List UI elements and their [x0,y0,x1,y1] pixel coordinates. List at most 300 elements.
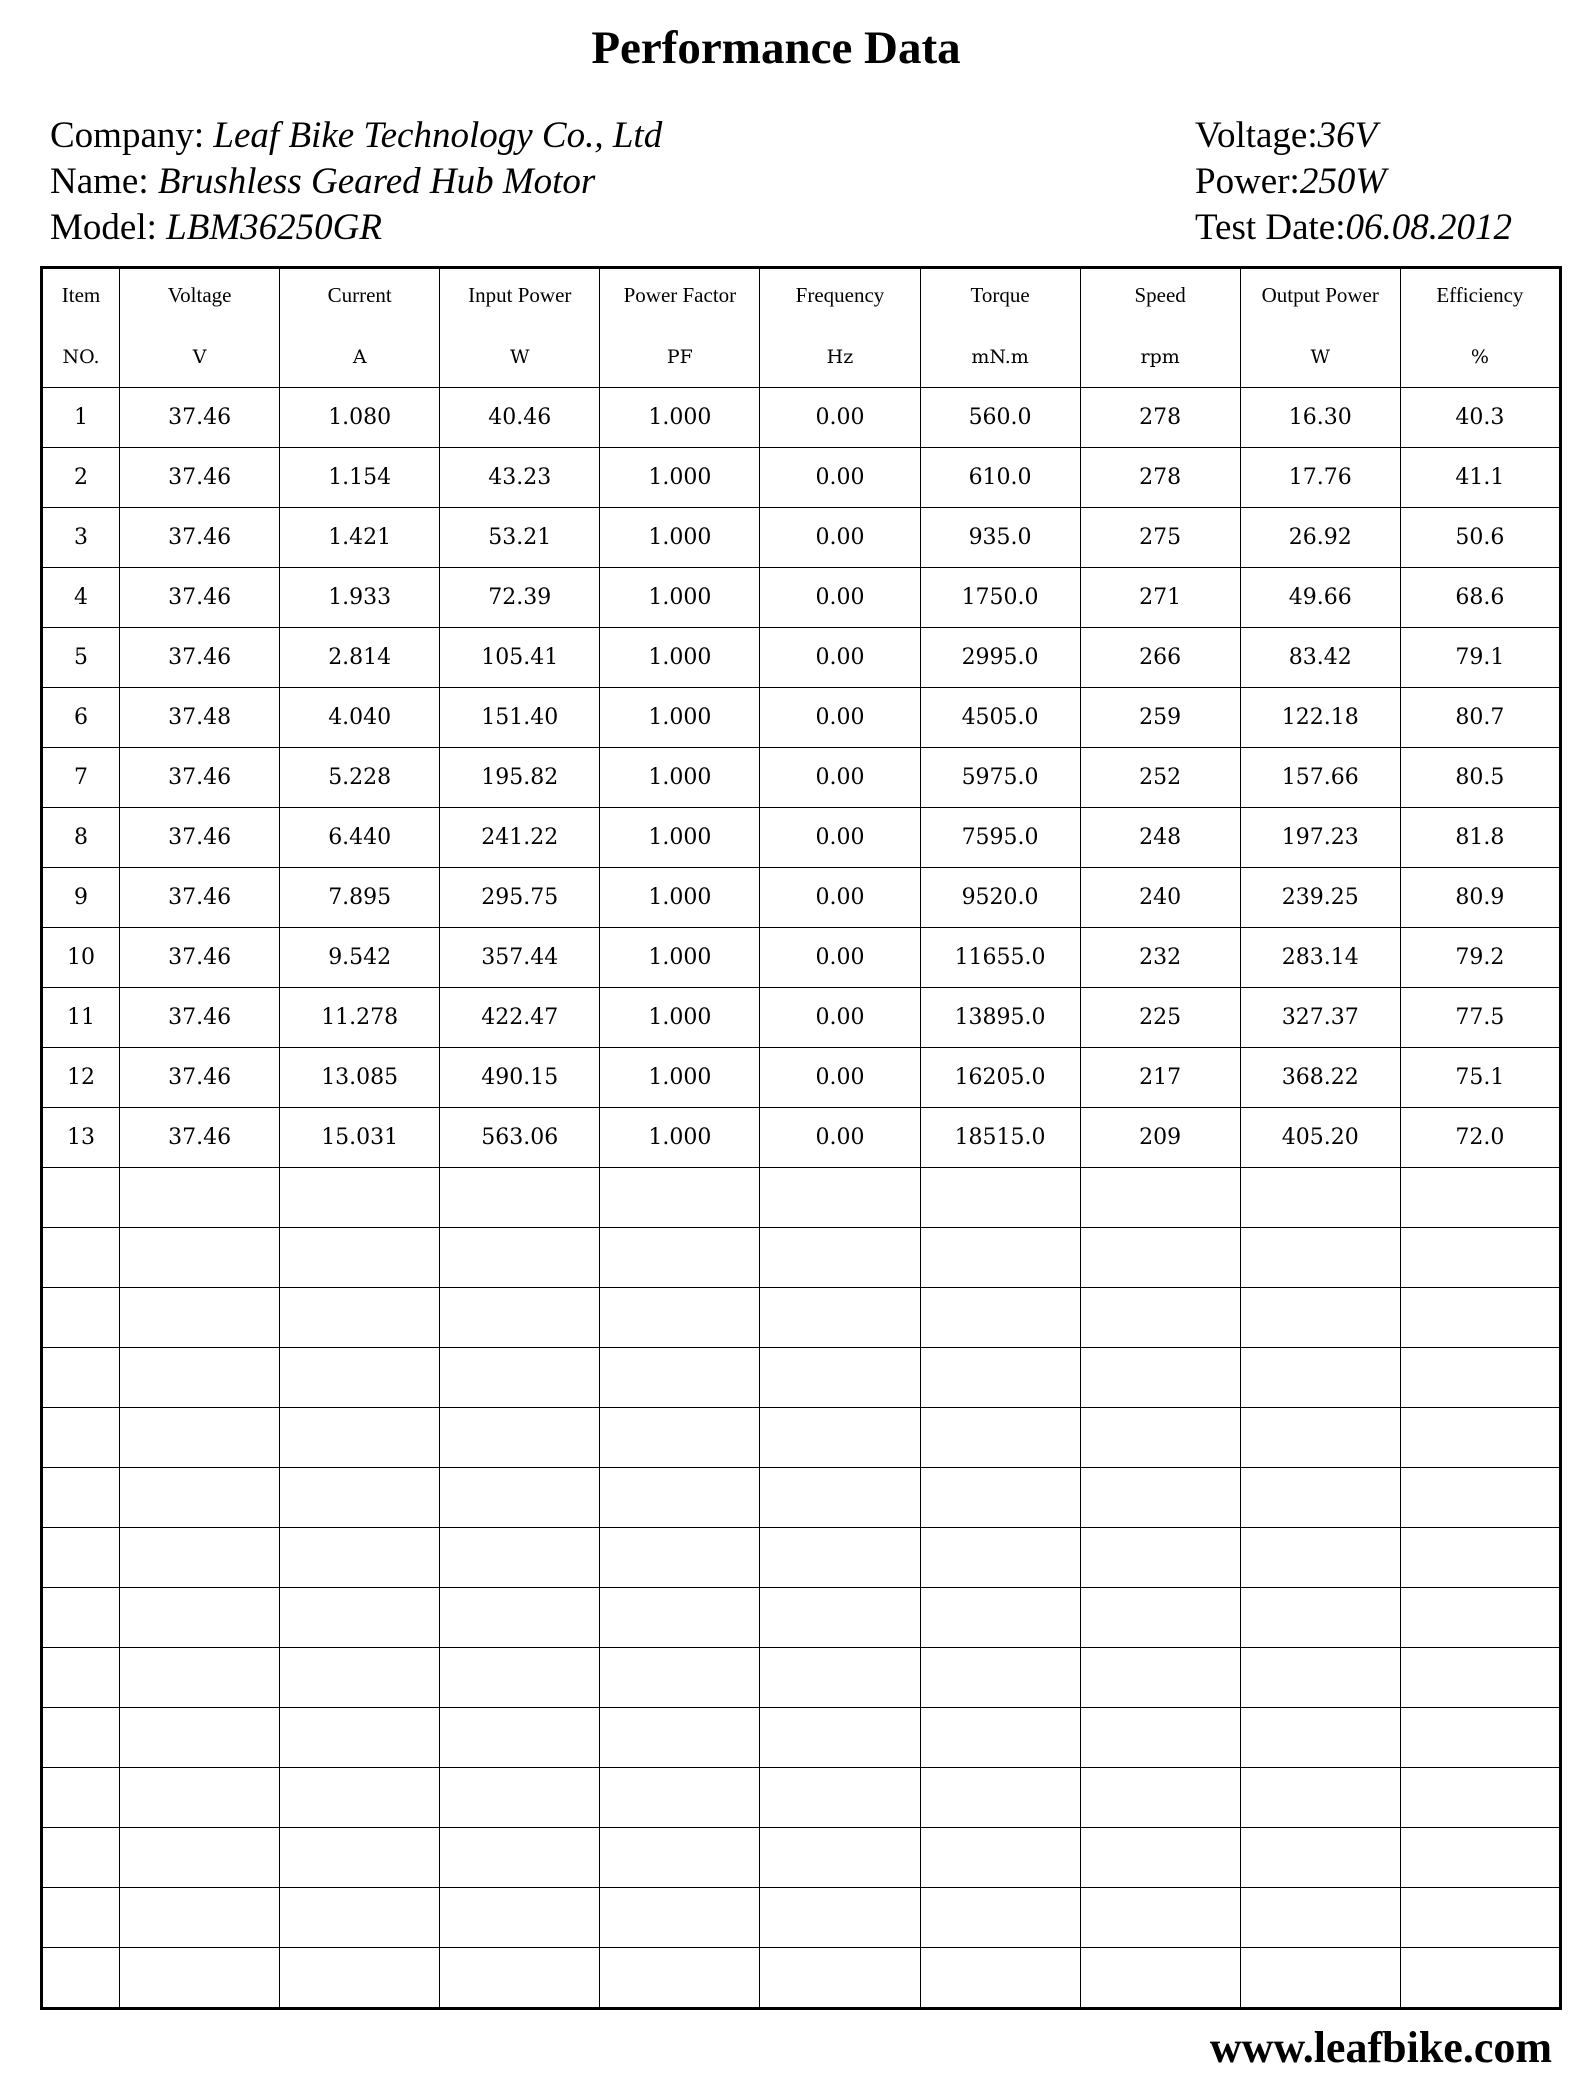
empty-table-cell [280,1228,440,1288]
empty-table-cell [120,1828,280,1888]
empty-table-cell [600,1468,760,1528]
empty-table-cell [120,1588,280,1648]
empty-table-cell [1080,1828,1240,1888]
column-header-name: Input Power [468,283,572,307]
empty-table-cell [1240,1468,1400,1528]
empty-table-cell [1400,1588,1560,1648]
column-header-name: Efficiency [1436,283,1524,307]
company-line [50,113,662,159]
table-cell: 490.15 [440,1048,600,1108]
table-cell: 1.000 [600,1048,760,1108]
empty-table-cell [600,1168,760,1228]
table-cell: 37.46 [120,748,280,808]
table-cell: 80.5 [1400,748,1560,808]
empty-table-cell [440,1948,600,2009]
empty-table-cell [1080,1288,1240,1348]
test-date-label: Test Date: [1195,207,1346,248]
table-cell: 79.2 [1400,928,1560,988]
table-cell: 275 [1080,508,1240,568]
table-cell: 2 [42,448,120,508]
table-cell: 266 [1080,628,1240,688]
column-header-unit: mN.m [971,346,1029,368]
table-row [42,1108,1561,1168]
table-cell: 1.080 [280,388,440,448]
empty-table-cell [760,1348,920,1408]
table-header-row [42,268,1561,388]
table-cell: 6.440 [280,808,440,868]
column-header-unit: % [1470,346,1489,368]
empty-table-cell [280,1528,440,1588]
empty-table-cell [1080,1708,1240,1768]
power-line [1195,159,1512,205]
empty-table-cell [1080,1228,1240,1288]
column-header-unit: W [1310,346,1331,368]
empty-table-cell [1400,1708,1560,1768]
table-cell: 0.00 [760,628,920,688]
empty-table-row [42,1468,1561,1528]
table-cell: 283.14 [1240,928,1400,988]
empty-table-cell [760,1588,920,1648]
empty-table-row [42,1408,1561,1468]
table-cell: 13.085 [280,1048,440,1108]
empty-table-cell [440,1348,600,1408]
column-header-name: Current [327,283,392,307]
power-value: 250W [1299,161,1387,202]
table-row [42,688,1561,748]
empty-table-cell [1240,1588,1400,1648]
empty-table-cell [42,1768,120,1828]
table-cell: 7.895 [280,868,440,928]
table-cell: 4505.0 [920,688,1080,748]
table-cell: 6 [42,688,120,748]
table-cell: 0.00 [760,928,920,988]
table-cell: 3 [42,508,120,568]
empty-table-cell [760,1768,920,1828]
empty-table-cell [120,1528,280,1588]
empty-table-cell [1080,1768,1240,1828]
table-cell: 9 [42,868,120,928]
empty-table-cell [280,1948,440,2009]
column-header-unit: NO. [62,346,100,368]
empty-table-cell [920,1768,1080,1828]
column-header-name: Power Factor [623,283,737,307]
empty-table-cell [920,1288,1080,1348]
empty-table-cell [42,1528,120,1588]
table-cell: 1.000 [600,988,760,1048]
table-cell: 37.46 [120,868,280,928]
empty-table-cell [120,1168,280,1228]
table-row [42,568,1561,628]
empty-table-row [42,1888,1561,1948]
table-cell: 16.30 [1240,388,1400,448]
table-cell: 37.46 [120,448,280,508]
table-cell: 18515.0 [920,1108,1080,1168]
empty-table-row [42,1168,1561,1228]
table-cell: 7595.0 [920,808,1080,868]
table-cell: 151.40 [440,688,600,748]
model-label: Model: [50,207,167,248]
column-header [760,268,920,388]
table-cell: 8 [42,808,120,868]
table-cell: 248 [1080,808,1240,868]
empty-table-row [42,1768,1561,1828]
empty-table-cell [760,1468,920,1528]
empty-table-cell [1240,1828,1400,1888]
empty-table-cell [120,1768,280,1828]
table-cell: 405.20 [1240,1108,1400,1168]
table-cell: 1 [42,388,120,448]
empty-table-cell [280,1888,440,1948]
table-cell: 41.1 [1400,448,1560,508]
table-cell: 37.48 [120,688,280,748]
empty-table-cell [42,1948,120,2009]
table-cell: 252 [1080,748,1240,808]
empty-table-cell [600,1648,760,1708]
table-row [42,868,1561,928]
empty-table-cell [920,1708,1080,1768]
table-cell: 75.1 [1400,1048,1560,1108]
table-cell: 122.18 [1240,688,1400,748]
column-header-unit: V [192,346,207,368]
empty-table-cell [42,1888,120,1948]
empty-table-cell [1080,1888,1240,1948]
empty-table-cell [1080,1588,1240,1648]
empty-table-cell [1400,1948,1560,2009]
table-row [42,388,1561,448]
table-cell: 80.7 [1400,688,1560,748]
column-header [440,268,600,388]
voltage-label: Voltage: [1195,115,1318,156]
column-header-name: Torque [970,283,1030,307]
empty-table-cell [1240,1648,1400,1708]
table-cell: 1.000 [600,688,760,748]
empty-table-cell [1080,1648,1240,1708]
table-cell: 37.46 [120,388,280,448]
column-header [1400,268,1560,388]
empty-table-cell [440,1468,600,1528]
table-cell: 80.9 [1400,868,1560,928]
table-cell: 68.6 [1400,568,1560,628]
table-cell: 239.25 [1240,868,1400,928]
table-cell: 357.44 [440,928,600,988]
company-label: Company: [50,115,214,156]
empty-table-cell [1240,1348,1400,1408]
empty-table-cell [280,1408,440,1468]
empty-table-cell [760,1828,920,1888]
table-cell: 49.66 [1240,568,1400,628]
table-cell: 40.46 [440,388,600,448]
table-cell: 79.1 [1400,628,1560,688]
empty-table-row [42,1708,1561,1768]
empty-table-cell [600,1888,760,1948]
page-title: Performance Data [591,22,961,74]
column-header-name: Frequency [795,283,885,307]
empty-table-cell [1240,1228,1400,1288]
empty-table-cell [600,1948,760,2009]
table-cell: 53.21 [440,508,600,568]
name-label: Name: [50,161,158,202]
empty-table-cell [760,1708,920,1768]
table-row [42,508,1561,568]
empty-table-cell [1400,1348,1560,1408]
column-header-unit: rpm [1140,346,1180,368]
table-cell: 1.000 [600,388,760,448]
empty-table-cell [42,1588,120,1648]
empty-table-cell [440,1168,600,1228]
website-footer: www.leafbike.com [1209,2023,1552,2072]
table-cell: 37.46 [120,928,280,988]
column-header-name: Output Power [1261,283,1379,307]
empty-table-cell [760,1408,920,1468]
table-cell: 0.00 [760,868,920,928]
table-cell: 195.82 [440,748,600,808]
empty-table-cell [920,1468,1080,1528]
empty-table-cell [1400,1468,1560,1528]
empty-table-cell [280,1708,440,1768]
empty-table-cell [1080,1468,1240,1528]
power-label: Power: [1195,161,1300,202]
empty-table-cell [920,1828,1080,1888]
meta-right [1195,113,1512,251]
empty-table-cell [920,1168,1080,1228]
column-header-name: Speed [1134,283,1186,307]
table-cell: 1.000 [600,808,760,868]
empty-table-row [42,1948,1561,2009]
table-cell: 1.000 [600,448,760,508]
empty-table-cell [42,1708,120,1768]
empty-table-cell [760,1948,920,2009]
empty-table-cell [760,1228,920,1288]
column-header [42,268,120,388]
empty-table-cell [42,1348,120,1408]
empty-table-row [42,1228,1561,1288]
table-cell: 0.00 [760,988,920,1048]
empty-table-cell [760,1888,920,1948]
table-cell: 72.39 [440,568,600,628]
column-header-unit: W [510,346,530,368]
table-cell: 43.23 [440,448,600,508]
table-cell: 81.8 [1400,808,1560,868]
empty-table-cell [600,1588,760,1648]
table-cell: 563.06 [440,1108,600,1168]
empty-table-cell [280,1768,440,1828]
table-cell: 37.46 [120,988,280,1048]
empty-table-cell [42,1228,120,1288]
empty-table-row [42,1588,1561,1648]
empty-table-cell [920,1588,1080,1648]
table-cell: 40.3 [1400,388,1560,448]
empty-table-cell [280,1168,440,1228]
empty-table-cell [42,1168,120,1228]
empty-table-cell [1400,1768,1560,1828]
table-cell: 1.000 [600,568,760,628]
column-header-unit: A [352,346,367,368]
name-value: Brushless Geared Hub Motor [157,161,596,202]
empty-table-cell [42,1468,120,1528]
table-cell: 209 [1080,1108,1240,1168]
table-cell: 16205.0 [920,1048,1080,1108]
table-cell: 0.00 [760,688,920,748]
table-cell: 5975.0 [920,748,1080,808]
empty-table-cell [120,1468,280,1528]
table-cell: 13 [42,1108,120,1168]
empty-table-cell [1080,1168,1240,1228]
empty-table-cell [120,1348,280,1408]
table-cell: 1.421 [280,508,440,568]
table-cell: 1.000 [600,628,760,688]
empty-table-cell [600,1828,760,1888]
table-cell: 0.00 [760,388,920,448]
empty-table-cell [280,1348,440,1408]
table-row [42,448,1561,508]
table-cell: 37.46 [120,1048,280,1108]
table-row [42,748,1561,808]
empty-table-cell [280,1588,440,1648]
empty-table-cell [920,1528,1080,1588]
empty-table-cell [600,1408,760,1468]
empty-table-cell [600,1348,760,1408]
table-cell: 12 [42,1048,120,1108]
voltage-line [1195,113,1512,159]
empty-table-row [42,1528,1561,1588]
empty-table-cell [440,1828,600,1888]
table-cell: 0.00 [760,808,920,868]
table-cell: 1750.0 [920,568,1080,628]
empty-table-row [42,1648,1561,1708]
table-cell: 259 [1080,688,1240,748]
empty-table-row [42,1288,1561,1348]
table-row [42,808,1561,868]
table-cell: 271 [1080,568,1240,628]
empty-table-cell [1400,1528,1560,1588]
table-cell: 610.0 [920,448,1080,508]
empty-table-cell [760,1648,920,1708]
table-cell: 1.933 [280,568,440,628]
table-cell: 13895.0 [920,988,1080,1048]
column-header-name: Voltage [167,283,232,307]
empty-table-cell [1400,1648,1560,1708]
empty-table-row [42,1348,1561,1408]
empty-table-cell [1080,1528,1240,1588]
empty-table-cell [1240,1408,1400,1468]
empty-table-cell [1400,1408,1560,1468]
empty-table-cell [440,1528,600,1588]
table-cell: 0.00 [760,1108,920,1168]
empty-table-cell [1080,1348,1240,1408]
empty-table-cell [600,1288,760,1348]
empty-table-cell [600,1528,760,1588]
column-header [280,268,440,388]
empty-table-cell [1240,1168,1400,1228]
table-cell: 11655.0 [920,928,1080,988]
column-header [920,268,1080,388]
table-cell: 368.22 [1240,1048,1400,1108]
empty-table-cell [280,1828,440,1888]
empty-table-cell [760,1168,920,1228]
test-date-value: 06.08.2012 [1345,207,1512,248]
table-cell: 50.6 [1400,508,1560,568]
empty-table-cell [1400,1168,1560,1228]
column-header [600,268,760,388]
table-cell: 4.040 [280,688,440,748]
empty-table-cell [440,1288,600,1348]
table-row [42,628,1561,688]
table-cell: 9520.0 [920,868,1080,928]
empty-table-cell [600,1708,760,1768]
table-row [42,988,1561,1048]
empty-table-cell [920,1348,1080,1408]
empty-table-cell [760,1288,920,1348]
empty-table-cell [440,1648,600,1708]
empty-table-cell [440,1708,600,1768]
table-cell: 1.000 [600,1108,760,1168]
empty-table-cell [1080,1948,1240,2009]
table-cell: 0.00 [760,748,920,808]
empty-table-cell [920,1888,1080,1948]
table-cell: 37.46 [120,508,280,568]
empty-table-cell [120,1408,280,1468]
table-cell: 17.76 [1240,448,1400,508]
table-cell: 2.814 [280,628,440,688]
voltage-value: 36V [1317,115,1378,156]
table-cell: 0.00 [760,508,920,568]
empty-table-cell [920,1948,1080,2009]
name-line [50,159,662,205]
table-cell: 26.92 [1240,508,1400,568]
empty-table-cell [920,1228,1080,1288]
table-row [42,1048,1561,1108]
table-cell: 0.00 [760,568,920,628]
table-cell: 11 [42,988,120,1048]
empty-table-cell [760,1528,920,1588]
empty-table-cell [120,1288,280,1348]
empty-table-cell [42,1828,120,1888]
empty-table-cell [1400,1828,1560,1888]
empty-table-cell [120,1708,280,1768]
table-cell: 278 [1080,448,1240,508]
table-cell: 217 [1080,1048,1240,1108]
table-cell: 197.23 [1240,808,1400,868]
empty-table-cell [600,1228,760,1288]
table-cell: 1.000 [600,928,760,988]
company-value: Leaf Bike Technology Co., Ltd [213,115,663,156]
table-cell: 327.37 [1240,988,1400,1048]
column-header [120,268,280,388]
table-cell: 5 [42,628,120,688]
table-cell: 37.46 [120,568,280,628]
column-header-unit: PF [666,346,693,368]
table-cell: 77.5 [1400,988,1560,1048]
table-cell: 1.154 [280,448,440,508]
performance-table [40,266,1562,2010]
empty-table-cell [120,1948,280,2009]
table-cell: 2995.0 [920,628,1080,688]
table-cell: 7 [42,748,120,808]
table-cell: 232 [1080,928,1240,988]
table-cell: 10 [42,928,120,988]
table-cell: 72.0 [1400,1108,1560,1168]
empty-table-cell [1400,1288,1560,1348]
empty-table-cell [42,1288,120,1348]
test-date-line [1195,205,1512,251]
empty-table-cell [1240,1708,1400,1768]
table-cell: 4 [42,568,120,628]
empty-table-cell [42,1408,120,1468]
empty-table-cell [120,1228,280,1288]
empty-table-cell [120,1648,280,1708]
empty-table-cell [280,1468,440,1528]
empty-table-cell [920,1408,1080,1468]
